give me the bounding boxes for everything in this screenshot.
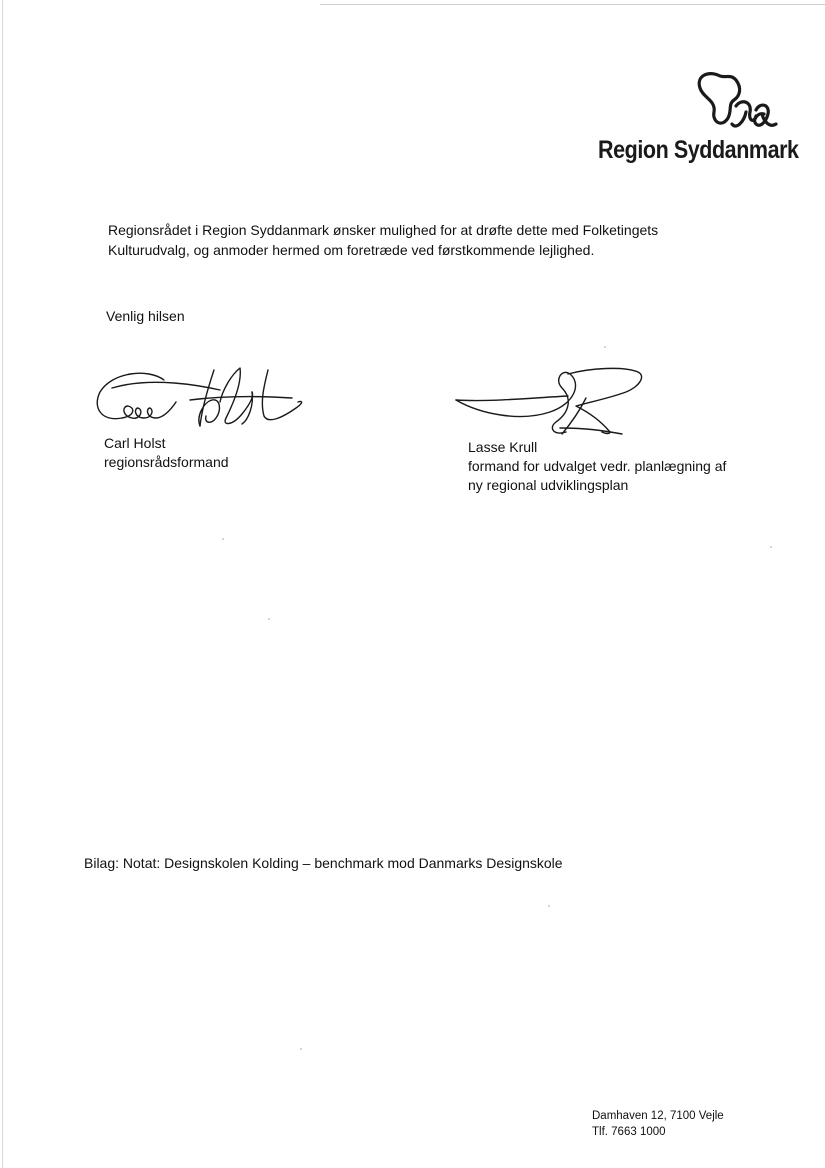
signatory-title-line: regionsrådsformand xyxy=(104,454,229,470)
scan-speck xyxy=(268,618,270,620)
signatory-title-line: formand for udvalget vedr. planlægning af xyxy=(468,458,727,474)
body-line-1: Regionsrådet i Region Syddanmark ønsker mulighed for at drøfte dette med Folketingets xyxy=(108,222,659,238)
footer-phone: Tlf. 7663 1000 xyxy=(592,1126,666,1138)
signatory-block-2 xyxy=(468,438,726,495)
signatory-block-1 xyxy=(104,434,229,472)
attachment-note: Bilag: Notat: Designskolen Kolding – benchmark mod Danmarks Designskole xyxy=(84,855,563,871)
signature-lasse-krull xyxy=(450,362,650,442)
logo-wordmark: Region Syddanmark xyxy=(598,136,799,164)
signatory-title-line: ny regional udviklingsplan xyxy=(468,477,629,493)
scan-edge-left xyxy=(2,0,3,1168)
signature-carl-holst xyxy=(92,362,307,432)
region-logo-icon xyxy=(690,66,780,142)
closing-greeting: Venlig hilsen xyxy=(106,308,185,324)
scan-speck xyxy=(300,1048,302,1050)
scan-speck xyxy=(770,546,772,548)
footer-contact xyxy=(592,1108,724,1140)
footer-address: Damhaven 12, 7100 Vejle xyxy=(592,1110,724,1122)
scan-edge-top xyxy=(320,4,825,5)
signatory-name: Carl Holst xyxy=(104,435,166,451)
scan-speck xyxy=(604,346,606,348)
scan-speck xyxy=(222,538,224,540)
signatory-name: Lasse Krull xyxy=(468,439,538,455)
letter-body xyxy=(108,220,708,260)
body-line-2: Kulturudvalg, og anmoder hermed om foretræde ved førstkommende lejlighed. xyxy=(108,242,595,258)
scan-speck xyxy=(548,905,550,907)
